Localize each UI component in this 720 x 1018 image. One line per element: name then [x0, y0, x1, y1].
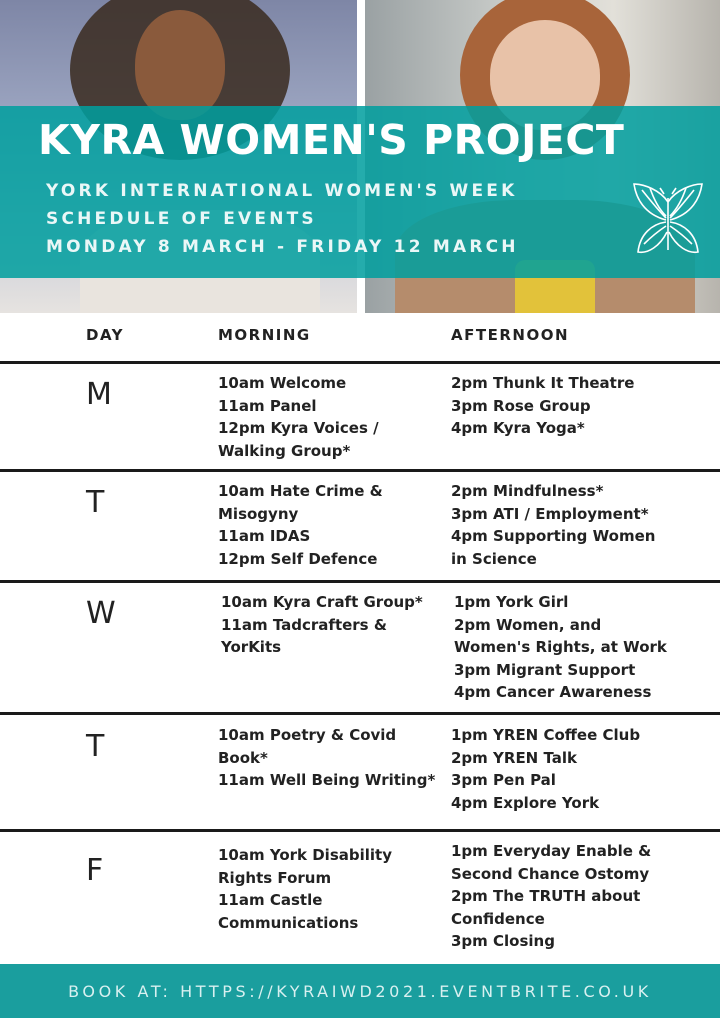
event-item: Communications: [218, 913, 359, 932]
day-letter: T: [86, 485, 105, 520]
subtitle-line-1: YORK INTERNATIONAL WOMEN'S WEEK: [46, 181, 518, 201]
event-item: 2pm Thunk It Theatre: [451, 374, 635, 392]
event-item: 3pm Closing: [451, 932, 555, 951]
event-item: 2pm YREN Talk: [451, 748, 577, 767]
event-item: Misogyny: [218, 504, 299, 523]
day-letter: W: [86, 596, 116, 631]
event-item: 4pm Explore York: [451, 793, 600, 812]
subtitle-line-2: SCHEDULE OF EVENTS: [46, 209, 317, 229]
row-divider: [0, 469, 720, 472]
event-item: 3pm Rose Group: [451, 396, 591, 415]
event-item: 1pm Everyday Enable &: [451, 842, 652, 860]
morning-cell: [218, 480, 383, 570]
event-item: 1pm YREN Coffee Club: [451, 726, 641, 744]
event-item: 12pm Kyra Voices /: [218, 419, 379, 438]
event-item: 11am Tadcrafters &: [221, 615, 387, 634]
butterfly-icon: [630, 180, 706, 262]
day-letter: T: [86, 729, 105, 764]
event-item: 10am Welcome: [218, 374, 347, 392]
event-item: 12pm Self Defence: [218, 549, 378, 568]
event-item: 1pm York Girl: [454, 593, 569, 611]
event-item: 10am Poetry & Covid: [218, 726, 397, 744]
event-item: 10am Kyra Craft Group*: [221, 593, 423, 611]
event-item: Women's Rights, at Work: [454, 638, 667, 657]
page-title: KYRA WOMEN'S PROJECT: [38, 116, 625, 164]
event-item: Rights Forum: [218, 868, 332, 887]
header-day: DAY: [86, 326, 124, 344]
event-item: 3pm ATI / Employment*: [451, 504, 649, 523]
event-item: 4pm Supporting Women: [451, 527, 656, 546]
day-letter: M: [86, 377, 112, 412]
event-item: 2pm Mindfulness*: [451, 482, 604, 500]
event-item: 2pm The TRUTH about: [451, 887, 641, 906]
event-item: 3pm Pen Pal: [451, 771, 556, 790]
event-item: in Science: [451, 549, 537, 568]
event-item: 11am IDAS: [218, 527, 311, 546]
hero: [0, 0, 720, 313]
morning-cell: [218, 372, 379, 462]
subtitle-line-3: MONDAY 8 MARCH - FRIDAY 12 MARCH: [46, 237, 519, 257]
row-divider: [0, 580, 720, 583]
event-item: Book*: [218, 748, 268, 767]
event-item: 4pm Cancer Awareness: [454, 683, 652, 702]
afternoon-cell: [451, 724, 640, 814]
row-divider: [0, 829, 720, 832]
row-divider: [0, 361, 720, 364]
footer-banner: [0, 964, 720, 1018]
morning-cell: [221, 591, 423, 659]
event-item: Confidence: [451, 909, 545, 928]
event-item: 11am Castle: [218, 891, 323, 910]
afternoon-cell: [451, 840, 651, 953]
booking-link[interactable]: BOOK AT: HTTPS://KYRAIWD2021.EVENTBRITE.CO.UK: [68, 981, 652, 1001]
event-item: 10am York Disability: [218, 846, 392, 864]
event-item: 11am Well Being Writing*: [218, 771, 436, 790]
event-item: 10am Hate Crime &: [218, 482, 383, 500]
event-item: Walking Group*: [218, 441, 351, 460]
morning-cell: [218, 724, 435, 792]
header-afternoon: AFTERNOON: [451, 326, 569, 344]
event-item: 11am Panel: [218, 396, 317, 415]
event-item: 2pm Women, and: [454, 615, 602, 634]
day-letter: F: [86, 853, 104, 888]
event-item: 3pm Migrant Support: [454, 660, 636, 679]
afternoon-cell: [451, 480, 655, 570]
row-divider: [0, 712, 720, 715]
header-morning: MORNING: [218, 326, 311, 344]
event-item: 4pm Kyra Yoga*: [451, 419, 585, 438]
event-item: YorKits: [221, 638, 282, 657]
afternoon-cell: [451, 372, 634, 440]
afternoon-cell: [454, 591, 667, 704]
morning-cell: [218, 844, 392, 934]
event-item: Second Chance Ostomy: [451, 864, 650, 883]
